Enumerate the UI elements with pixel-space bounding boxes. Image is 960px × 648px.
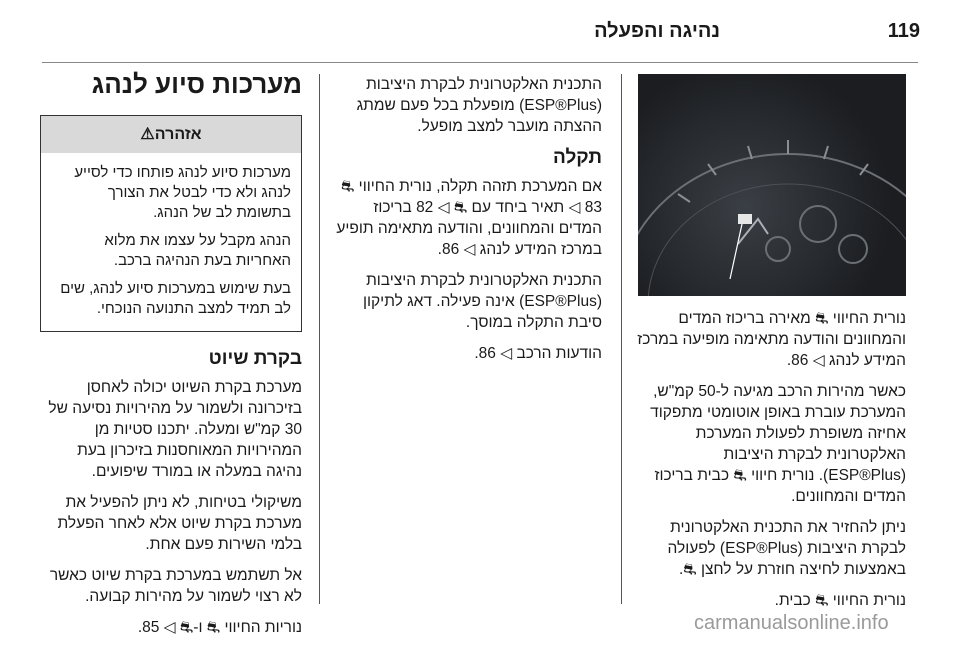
warning-paragraph: הנהג מקבל על עצמו את מלוא האחריות בעת הנהיגה ברכב.: [104, 232, 291, 269]
page-number: 119: [887, 20, 920, 42]
warning-body: [41, 153, 301, 331]
dashboard-illustration: [638, 74, 906, 296]
section-title-cruise-control: בקרת שיוט: [208, 348, 302, 369]
col1-paragraph: כאשר מהירות הרכב מגיעה ל-50 קמ"ש, המערכת עוברת באופן אוטומטי מתפקוד אחיזה משופרת לפעולת המערכת האלקטרונית לבקרת היציבות (ESP®Plus). נורית חיווי ⛐ כבית בריכוז המדים והמחוונים.: [650, 383, 906, 505]
warning-paragraph: מערכות סיוע לנהג פותחו כדי לסייע לנהג ולא כדי לבטל את הצורך בתשומת לב של הנהג.: [74, 164, 291, 221]
warning-paragraph: בעת שימוש במערכות סיוע לנהג, שים לב תמיד למצב התנועה הנוכחי.: [60, 280, 291, 317]
col3-paragraph: מערכת בקרת השיוט יכולה לאחסן בזיכרונה ולשמור על מהירויות נסיעה של 30 קמ"ש ומעלה. יתכנו סטיות מן המהירויות המאוחסנות בזיכרון בעת נהיגה במעלה או במורד שיפועים.: [48, 379, 302, 480]
header-divider: [42, 62, 918, 63]
instrument-cluster-graphic: [638, 74, 906, 296]
chapter-title: מערכות סיוע לנהג: [91, 69, 302, 99]
col2-paragraph: אם המערכת תזהה תקלה, נורית החיווי ⛐ 83 ◁ תאיר ביחד עם ⛐ ◁ 82 בריכוז המדים והמחוונים, והודעה מתאימה תופיע במרכז המידע לנהג ◁ 86.: [336, 178, 602, 258]
header-title: נהיגה והפעלה: [594, 20, 720, 42]
warning-label: אזהרה⚠: [41, 116, 301, 153]
column-divider-left: [319, 74, 320, 604]
col2-paragraph: התכנית האלקטרונית לבקרת היציבות (ESP®Plus) אינה פעילה. דאג לתיקון סיבת התקלה במוסך.: [362, 272, 602, 331]
column-middle: [332, 74, 602, 374]
col3-paragraph: אל תשתמש במערכת בקרת שיוט כאשר לא רצוי לשמור על מהירות קבועה.: [49, 567, 302, 605]
column-divider-right: [621, 74, 622, 604]
col2-paragraph: הודעות הרכב ◁ 86.: [474, 345, 602, 362]
warning-box: [40, 115, 302, 332]
col3-paragraph: נוריות החיווי ⛐ ו-⛐ ◁ 85.: [137, 619, 302, 636]
watermark-text: carmanualsonline.info: [694, 612, 889, 634]
column-right: [636, 74, 906, 621]
col1-paragraph: ניתן להחזיר את התכנית האלקטרונית לבקרת היציבות (ESP®Plus) לפעולה באמצעות לחיצה חוזרת על לחצן ⛐.: [667, 519, 906, 578]
section-title-malfunction: תקלה: [552, 147, 602, 168]
col1-paragraph: נורית החיווי ⛐ כבית.: [774, 592, 906, 609]
page-header: [40, 20, 920, 48]
column-left: [40, 69, 302, 648]
col2-paragraph: התכנית האלקטרונית לבקרת היציבות (ESP®Plus) מופעלת בכל פעם שמתג ההצתה מועבר למצב מופעל.: [356, 76, 602, 135]
col1-paragraph: נורית החיווי ⛐ מאירה בריכוז המדים והמחוונים והודעה מתאימה מופיעה במרכז המידע לנהג ◁ 86.: [637, 310, 906, 369]
col3-paragraph: משיקולי בטיחות, לא ניתן להפעיל את מערכת בקרת שיוט אלא לאחר הפעלת בלמי השירות פעם אחת.: [57, 494, 302, 553]
